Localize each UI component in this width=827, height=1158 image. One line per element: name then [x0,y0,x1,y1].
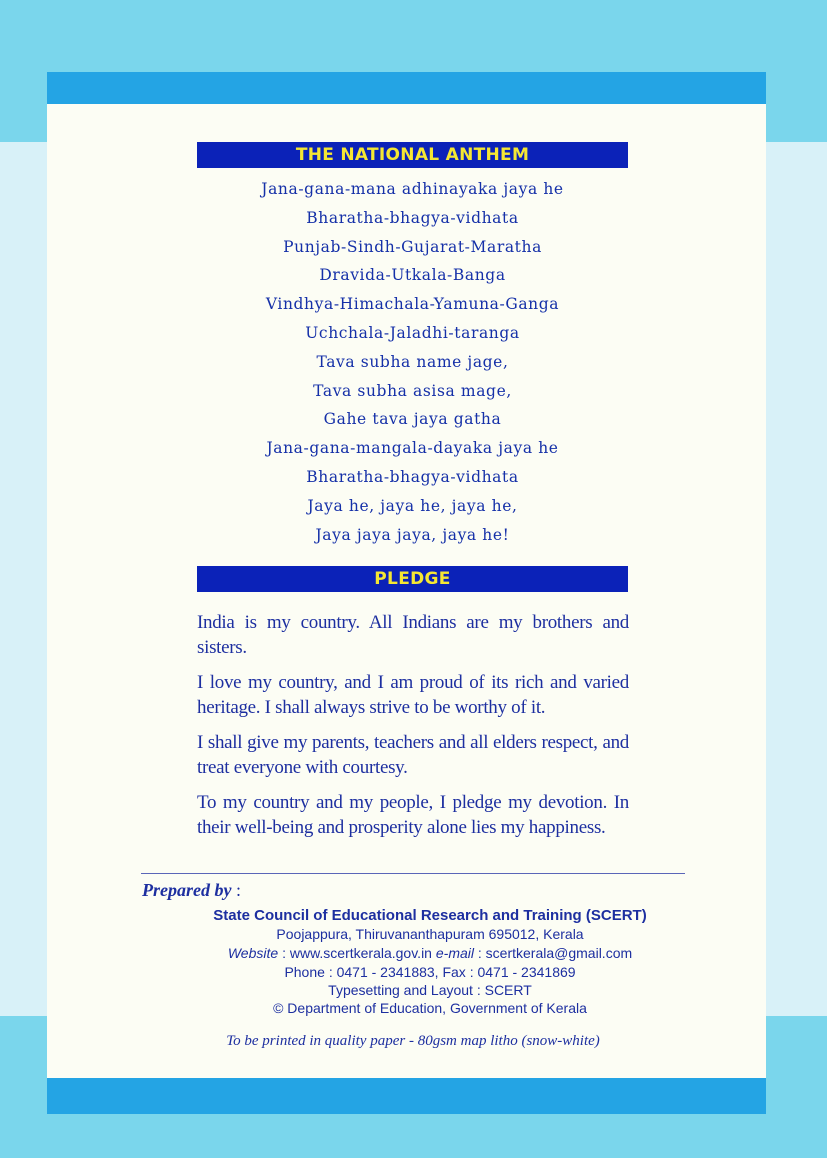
website-link[interactable]: www.scertkerala.gov.in [289,945,432,961]
pledge-paragraph: To my country and my people, I pledge my devotion. In their well-being and prosperity alone lies my happiness. [197,792,629,838]
anthem-line: Jana-gana-mana adhinayaka jaya he [261,180,564,198]
pledge-heading: PLEDGE [197,566,628,592]
anthem-lines [197,175,628,549]
organization-address: Poojappura, Thiruvananthapuram 695012, Kerala [276,926,584,942]
pledge-paragraph: I shall give my parents, teachers and all elders respect, and treat everyone with courtesy. [197,732,629,778]
anthem-line: Bharatha-bhagya-vidhata [306,208,519,227]
anthem-line: Gahe tava jaya gatha [323,410,502,429]
prepared-by-text: Prepared by [142,880,232,900]
phone-label: Phone [284,964,325,980]
anthem-line: Tava subha asisa mage, [313,381,512,400]
contact-phone-line: Phone : 0471 - 2341883, Fax : 0471 - 2341869 [284,964,576,980]
prepared-by-colon: : [235,880,241,900]
print-note: To be printed in quality paper - 80gsm map litho (snow-white) [226,1033,600,1049]
anthem-line: Punjab-Sindh-Gujarat-Maratha [283,237,542,256]
bottom-blue-bar [47,1078,766,1114]
copyright-notice: © Department of Education, Government of Kerala [273,1000,587,1016]
anthem-line: Vindhya-Himachala-Yamuna-Ganga [265,295,560,314]
email-link[interactable]: scertkerala@gmail.com [485,945,633,961]
top-blue-bar [47,72,766,104]
anthem-line: Bharatha-bhagya-vidhata [306,467,519,486]
pledge-paragraph: India is my country. All Indians are my brothers and sisters. [197,612,629,658]
email-label: e-mail [435,945,474,961]
website-label: Website [227,945,279,961]
phone-number: 0471 - 2341883, Fax : 0471 - 2341869 [336,964,576,980]
pledge-paragraph: I love my country, and I am proud of its rich and varied heritage. I shall always strive to be worthy of it. [197,672,629,718]
anthem-line: Dravida-Utkala-Banga [319,266,506,285]
anthem-line: Jaya he, jaya he, jaya he, [307,496,518,515]
prepared-by-label [142,880,241,901]
organization-name: State Council of Educational Research and Training (SCERT) [213,907,647,924]
anthem-line: Tava subha name jage, [316,352,509,371]
pledge-text [197,610,629,850]
divider [141,873,685,874]
anthem-line: Jaya jaya jaya, jaya he! [315,525,510,544]
anthem-line: Jana-gana-mangala-dayaka jaya he [266,439,559,458]
typesetting-credit: Typesetting and Layout : SCERT [328,982,532,998]
contact-web-line: Website : www.scertkerala.gov.in e-mail : scertkerala@gmail.com [227,945,633,961]
anthem-heading: THE NATIONAL ANTHEM [197,142,628,168]
anthem-line: Uchchala-Jaladhi-taranga [305,323,520,342]
